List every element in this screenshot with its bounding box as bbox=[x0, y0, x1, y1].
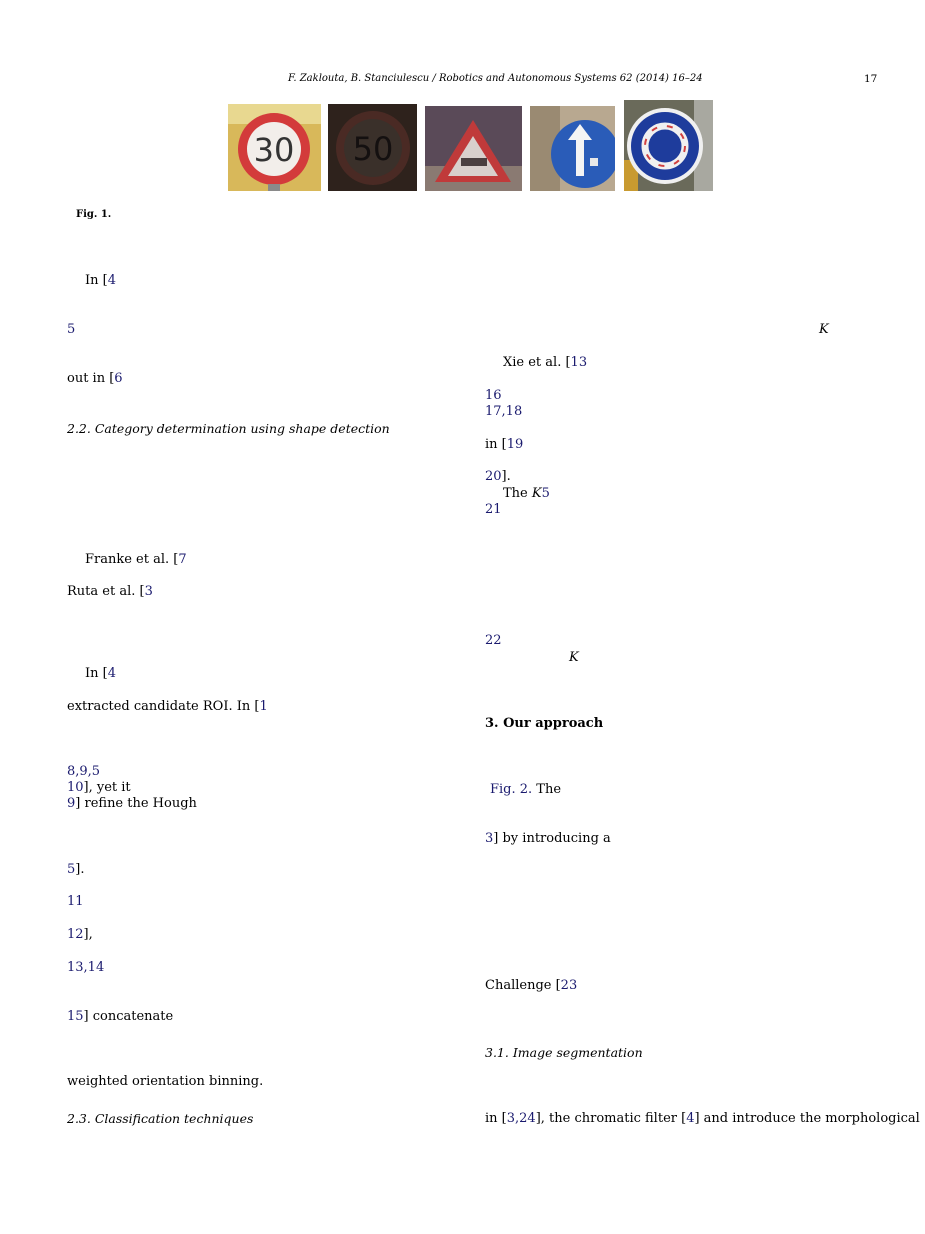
left-line-5: Ruta et al. [3 bbox=[67, 584, 153, 599]
right-line-4: in [19 bbox=[485, 437, 524, 452]
section-heading-2-3: 2.3. Classification techniques bbox=[67, 1111, 254, 1126]
citation-link[interactable]: 22 bbox=[485, 633, 502, 648]
left-line-16: weighted orientation binning. bbox=[67, 1074, 264, 1089]
citation-link[interactable]: 3,24 bbox=[506, 1111, 536, 1126]
math-symbol-k: K bbox=[569, 650, 579, 665]
figure-link[interactable]: Fig. 2. bbox=[490, 782, 533, 797]
citation-link[interactable]: 4 bbox=[107, 273, 116, 288]
right-line-11: 3] by introducing a bbox=[485, 831, 611, 846]
left-line-7: extracted candidate ROI. In [1 bbox=[67, 699, 268, 714]
citation-link[interactable]: 6 bbox=[114, 371, 123, 386]
citation-link[interactable]: 12 bbox=[67, 927, 84, 942]
citation-link[interactable]: 20 bbox=[485, 469, 502, 484]
left-line-9: 10], yet it bbox=[67, 780, 131, 795]
figure-caption: Fig. 1. bbox=[76, 209, 112, 220]
right-line-10: Fig. 2. The bbox=[490, 782, 562, 797]
sign-image-mandatory-roundabout bbox=[624, 100, 713, 191]
citation-link[interactable]: 13 bbox=[570, 355, 588, 370]
sign-30-label: 30 bbox=[253, 131, 295, 169]
section-heading-3: 3. Our approach bbox=[485, 716, 604, 731]
citation-link[interactable]: 19 bbox=[506, 437, 524, 452]
citation-link[interactable]: 15 bbox=[67, 1009, 84, 1024]
sign-image-speed-30 bbox=[228, 104, 321, 191]
citation-link[interactable]: 5 bbox=[541, 486, 550, 501]
page-number: 17 bbox=[864, 73, 878, 85]
citation-link[interactable]: 5 bbox=[67, 862, 76, 877]
sign-50-label: 50 bbox=[352, 130, 394, 168]
citation-link[interactable]: 13,14 bbox=[67, 960, 105, 975]
left-line-10: 9] refine the Hough bbox=[67, 796, 197, 811]
citation-link[interactable]: 5 bbox=[67, 322, 76, 337]
left-line-13: 12], bbox=[67, 927, 93, 942]
citation-link[interactable]: 4 bbox=[107, 666, 116, 681]
section-heading-2-2: 2.2. Category determination using shape detection bbox=[67, 421, 390, 436]
right-line-1: Xie et al. [13 bbox=[503, 355, 588, 370]
left-line-11: 5]. bbox=[67, 862, 85, 877]
citation-link[interactable]: 4 bbox=[686, 1111, 695, 1126]
right-line-5: 20]. bbox=[485, 469, 511, 484]
sign-image-mandatory-arrow bbox=[530, 106, 615, 191]
left-line-6: In [4 bbox=[85, 666, 116, 681]
citation-link[interactable]: 7 bbox=[178, 552, 187, 567]
citation-link[interactable]: 21 bbox=[485, 502, 502, 517]
citation-link[interactable]: 16 bbox=[485, 388, 502, 403]
citation-link[interactable]: 11 bbox=[67, 894, 84, 909]
right-line-6: The K5 bbox=[503, 486, 550, 501]
section-heading-3-1: 3.1. Image segmentation bbox=[485, 1045, 643, 1060]
right-line-12: Challenge [23 bbox=[485, 978, 578, 993]
citation-link[interactable]: 23 bbox=[560, 978, 578, 993]
sign-image-warning-triangle bbox=[425, 106, 522, 191]
left-line-1: In [4 bbox=[85, 273, 116, 288]
left-line-4: Franke et al. [7 bbox=[85, 552, 187, 567]
citation-link[interactable]: 17,18 bbox=[485, 404, 523, 419]
citation-link[interactable]: 10 bbox=[67, 780, 84, 795]
citation-link[interactable]: 8,9,5 bbox=[67, 764, 101, 779]
running-title: F. Zaklouta, B. Stanciulescu / Robotics and Autonomous Systems 62 (2014) 16–24 bbox=[288, 73, 703, 84]
citation-link[interactable]: 3 bbox=[485, 831, 494, 846]
left-line-3: out in [6 bbox=[67, 371, 123, 386]
citation-link[interactable]: 3 bbox=[144, 584, 153, 599]
right-line-13: in [3,24], the chromatic filter [4] and introduce the morphological bbox=[485, 1111, 920, 1126]
citation-link[interactable]: 1 bbox=[259, 699, 268, 714]
citation-link[interactable]: 9 bbox=[67, 796, 76, 811]
sign-image-speed-50 bbox=[328, 104, 417, 191]
math-symbol-k: K bbox=[819, 322, 829, 337]
left-line-15: 15] concatenate bbox=[67, 1009, 174, 1024]
